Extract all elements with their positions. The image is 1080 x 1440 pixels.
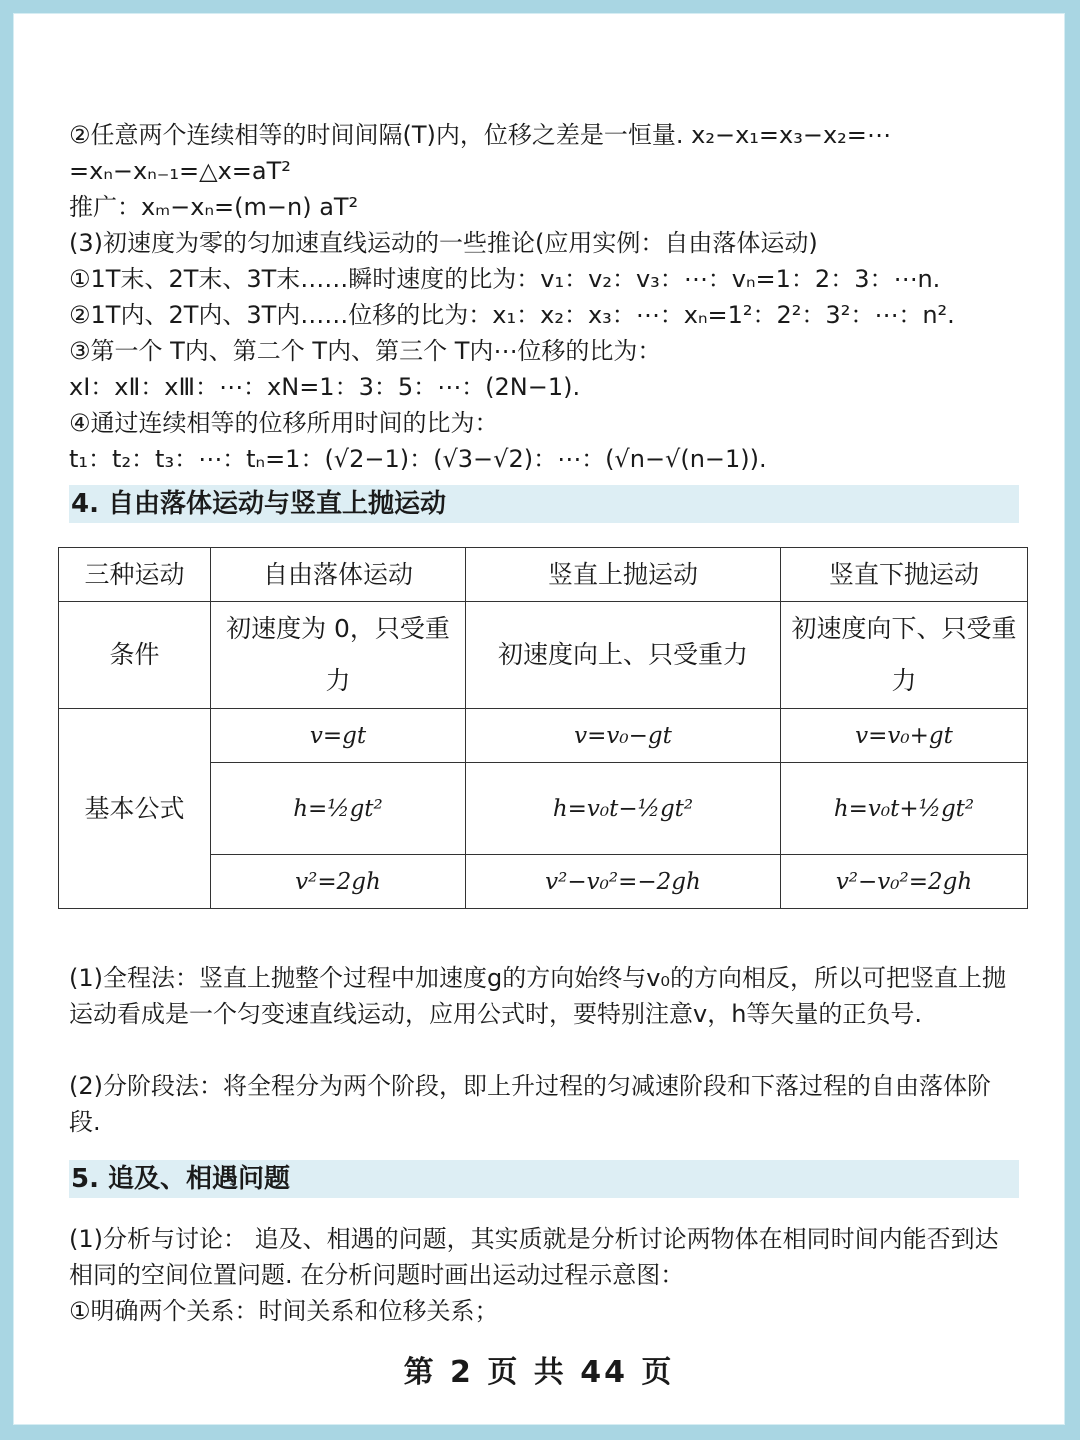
table-row-formula (59, 709, 1028, 763)
text-line: =xₙ−xₙ₋₁=△x=aT² (69, 157, 291, 185)
table-header-cell: 竖直上抛运动 (466, 548, 781, 602)
document-page (14, 14, 1064, 1424)
section-heading-4: 4. 自由落体运动与竖直上抛运动 (69, 485, 1019, 523)
table-cell: v=v₀−gt (466, 709, 781, 763)
table-cell: h=½gt² (211, 763, 466, 855)
table-cell: 初速度向下、只受重力 (781, 602, 1028, 709)
text-line: ②任意两个连续相等的时间间隔(T)内，位移之差是一恒量. x₂−x₁=x₃−x₂=⋯ (69, 121, 891, 149)
text-line: ④通过连续相等的位移所用时间的比为： (69, 409, 499, 437)
table-header-cell: 自由落体运动 (211, 548, 466, 602)
text-line: t₁：t₂：t₃：⋯：tₙ=1：(√2−1)：(√3−√2)：⋯：(√n−√(n−1)). (69, 445, 767, 473)
page-number: 第 2 页 共 44 页 (403, 1355, 675, 1390)
motion-table (58, 547, 1028, 909)
text-line: ③第一个 T内、第二个 T内、第三个 T内⋯位移的比为： (69, 337, 662, 365)
intro-paragraphs (69, 117, 1019, 477)
section5-paragraph: ①明确两个关系：时间关系和位移关系； (69, 1297, 499, 1325)
text-line: ①1T末、2T末、3T末……瞬时速度的比为：v₁：v₂：v₃：⋯：vₙ=1：2：3：⋯n. (69, 265, 941, 293)
table-cell: h=v₀t+½gt² (781, 763, 1028, 855)
text-line: (3)初速度为零的匀加速直线运动的一些推论(应用实例：自由落体运动) (69, 229, 818, 257)
table-header-row (59, 548, 1028, 602)
section-heading-5: 5. 追及、相遇问题 (69, 1160, 1019, 1198)
table-cell: 初速度向上、只受重力 (466, 602, 781, 709)
table-row-condition (59, 602, 1028, 709)
table-header-cell: 三种运动 (59, 548, 211, 602)
formula-label: 基本公式 (59, 709, 211, 909)
notes-paragraph: (2)分阶段法：将全程分为两个阶段，即上升过程的匀减速阶段和下落过程的自由落体阶段. (69, 1072, 991, 1136)
table-cell: v=gt (211, 709, 466, 763)
table-cell: v²−v₀²=2gh (781, 855, 1028, 909)
text-line: ②1T内、2T内、3T内……位移的比为：x₁：x₂：x₃：⋯：xₙ=1²：2²：3²：⋯：n². (69, 301, 955, 329)
notes-paragraph: (1)全程法：竖直上抛整个过程中加速度g的方向始终与v₀的方向相反，所以可把竖直上抛运动看成是一个匀变速直线运动，应用公式时，要特别注意v，h等矢量的正负号. (69, 964, 1007, 1028)
table-cell: v=v₀+gt (781, 709, 1028, 763)
condition-label: 条件 (59, 602, 211, 709)
table-cell: h=v₀t−½gt² (466, 763, 781, 855)
table-cell: v²=2gh (211, 855, 466, 909)
table-cell: 初速度为 0，只受重力 (211, 602, 466, 709)
section5-paragraph: (1)分析与讨论： 追及、相遇的问题，其实质就是分析讨论两物体在相同时间内能否到达相同的空间位置问题. 在分析问题时画出运动过程示意图： (69, 1225, 999, 1289)
table-cell: v²−v₀²=−2gh (466, 855, 781, 909)
text-line: xⅠ：xⅡ：xⅢ：⋯：xN=1：3：5：⋯：(2N−1). (69, 373, 581, 401)
table-header-cell: 竖直下抛运动 (781, 548, 1028, 602)
text-line: 推广：xₘ−xₙ=(m−n) aT² (69, 193, 359, 221)
